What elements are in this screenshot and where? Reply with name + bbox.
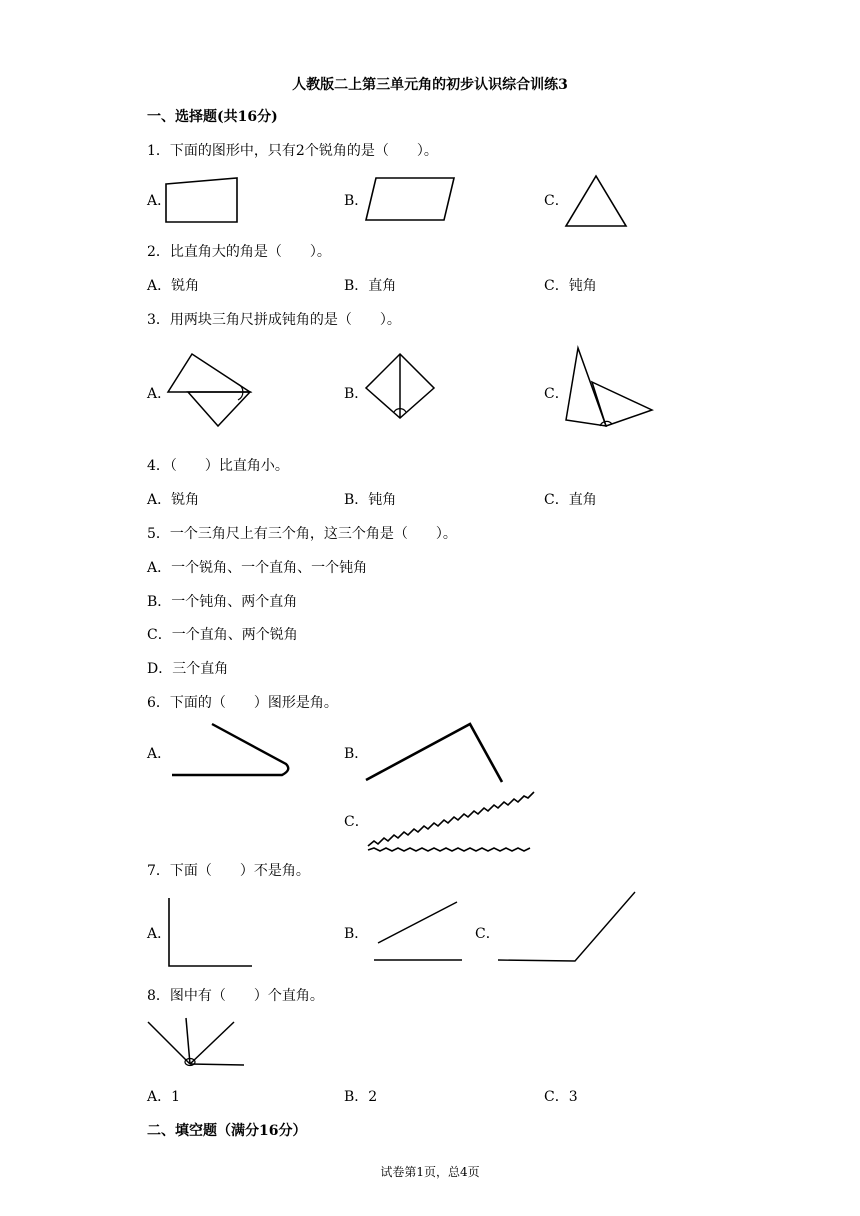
question-6-option-a[interactable]: A． [147,746,172,762]
section-heading-fill-in: 二、填空题（满分16分） [147,1123,307,1139]
trapezoid-figure [160,172,250,232]
question-5-stem: 5．一个三角尺上有三个角，这三个角是（ ）。 [147,526,457,542]
set-squares-figure-a [160,348,260,433]
obtuse-angle-lines-figure [495,888,640,966]
question-5-option-a[interactable]: A．一个锐角、一个直角、一个钝角 [147,560,368,576]
question-8-option-c[interactable]: C．3 [544,1089,578,1105]
question-1-option-c[interactable]: C． [544,193,569,209]
separate-lines-figure [370,896,466,966]
question-7-option-a[interactable]: A． [147,926,172,942]
question-3-option-c[interactable]: C． [544,386,569,402]
question-4-option-a[interactable]: A．锐角 [147,492,200,508]
question-8-stem: 8．图中有（ ）个直角。 [147,988,324,1004]
parallelogram-figure [362,172,462,232]
question-3-option-b[interactable]: B． [344,386,369,402]
page-title: 人教版二上第三单元角的初步认识综合训练3 [292,77,568,93]
question-2-option-b[interactable]: B．直角 [344,278,397,294]
set-squares-figure-c [560,342,660,432]
question-8-option-b[interactable]: B．2 [344,1089,378,1105]
question-5-option-d[interactable]: D．三个直角 [147,661,229,677]
question-1-option-b[interactable]: B． [344,193,369,209]
page-footer: 试卷第1页，总4页 [380,1165,480,1179]
question-7-option-b[interactable]: B． [344,926,369,942]
question-7-stem: 7．下面（ ）不是角。 [147,863,310,879]
question-7-option-c[interactable]: C． [475,926,500,942]
section-heading-choice: 一、选择题(共16分) [147,109,278,125]
question-1-stem: 1．下面的图形中，只有2个锐角的是（ ）。 [147,143,438,159]
question-2-option-a[interactable]: A．锐角 [147,278,200,294]
right-angle-lines-figure [164,894,256,972]
bent-line-figure [362,718,507,788]
question-5-option-b[interactable]: B．一个钝角、两个直角 [147,594,298,610]
jagged-angle-figure [362,786,537,856]
question-3-stem: 3．用两块三角尺拼成钝角的是（ ）。 [147,312,401,328]
rounded-angle-figure [168,720,298,782]
question-1-option-a[interactable]: A． [147,193,172,209]
set-squares-figure-b [362,348,442,423]
question-8-option-a[interactable]: A．1 [147,1089,181,1105]
rays-figure [144,1014,248,1072]
question-2-stem: 2．比直角大的角是（ ）。 [147,244,331,260]
question-6-stem: 6．下面的（ ）图形是角。 [147,695,338,711]
question-3-option-a[interactable]: A． [147,386,172,402]
question-2-option-c[interactable]: C．钝角 [544,278,597,294]
question-6-option-b[interactable]: B． [344,746,369,762]
question-4-option-b[interactable]: B．钝角 [344,492,397,508]
question-4-option-c[interactable]: C．直角 [544,492,597,508]
question-5-option-c[interactable]: C．一个直角、两个锐角 [147,627,298,643]
question-6-option-c[interactable]: C． [344,814,369,830]
question-4-stem: 4．（ ）比直角小。 [147,458,289,474]
triangle-figure [560,170,635,232]
